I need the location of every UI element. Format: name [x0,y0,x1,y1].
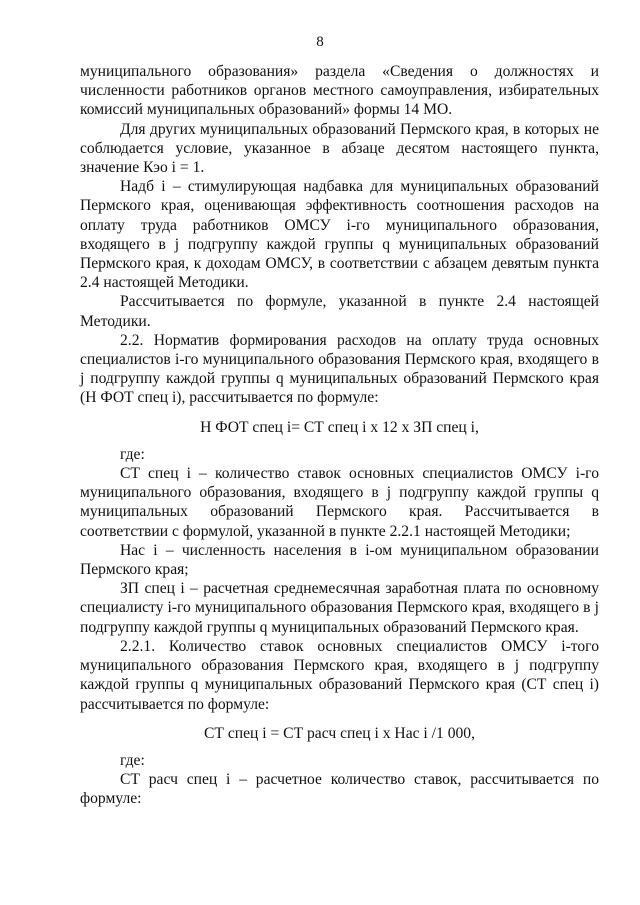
paragraph: муниципального образования» раздела «Сведения о должностях и численности работников органов местного самоуправления, избирательных комиссий муниципальных образований» формы 14 МО. [80,63,599,119]
paragraph: СТ спец i – количество ставок основных специалистов ОМСУ i-го муниципального образования, входящего в j подгруппу каждой группы q муниципальных образований Пермского края. Рассчитывается в соответствии с формулой, указанной в пункте 2.2.1 настоящей Методики; [80,465,599,540]
formula: Н ФОТ спец i= СТ спец i х 12 х ЗП спец i, [200,418,479,436]
paragraph: ЗП спец i – расчетная среднемесячная заработная плата по основному специалисту i-го муниципального образования Пермского края, входящего в j подгруппу каждой группы q муниципальных образований Пермского края. [80,580,599,636]
paragraph: 2.2. Норматив формирования расходов на оплату труда основных специалистов i-го муниципального образования Пермского края, входящего в j подгруппу каждой группы q муниципальных образований Пермского края (Н ФОТ спец i), рассчитывается по формуле: [80,331,599,407]
paragraph: Для других муниципальных образований Пермского края, в которых не соблюдается условие, указанное в абзаце десятом настоящего пункта, значение Кэо i = 1. [80,120,599,177]
paragraph: Рассчитывается по формуле, указанной в пункте 2.4 настоящей Методики. [80,293,599,330]
paragraph: 2.2.1. Количество ставок основных специалистов ОМСУ i-того муниципального образования Пермского края, входящего в j подгруппу каждой группы q муниципальных образований Пермского края (СТ спец i) рассчитывается по формуле: [80,637,599,713]
document-body [80,62,599,809]
page-number: 8 [316,34,324,50]
where-label: где: [120,751,145,769]
paragraph: СТ расч спец i – расчетное количество ставок, рассчитывается по формуле: [80,771,599,808]
paragraph: Нас i – численность населения в i-ом муниципальном образовании Пермского края; [80,541,599,579]
paragraph: Надб i – стимулирующая надбавка для муниципальных образований Пермского края, оценивающая эффективность соотношения расходов на оплату труда работников ОМСУ i-го муниципального образования, входящего в j подгруппу каждой группы q муниципальных образований Пермского края, к доходам ОМСУ, в соответствии с абзацем девятым пункта 2.4 настоящей Методики. [80,178,599,292]
where-label: где: [120,445,145,463]
formula: СТ спец i = СТ расч спец i х Нас i /1 000, [204,724,475,742]
